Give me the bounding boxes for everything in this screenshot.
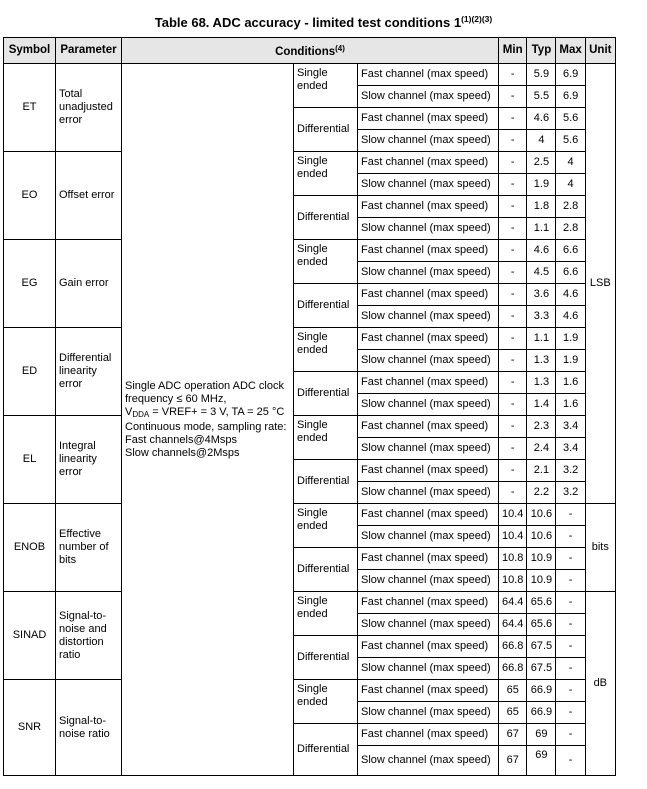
min-cell: 10.4 [499,504,527,526]
mode-single-ended-cell: Single ended [294,328,358,372]
condition-v-prefix: V [125,405,133,418]
condition-mode: Continuous mode, sampling rate: [125,420,287,433]
max-cell: - [556,614,585,636]
min-cell: 10.4 [499,526,527,548]
channel-fast-cell: Fast channel (max speed) [358,592,499,614]
channel-slow-cell: Slow channel (max speed) [358,130,499,152]
typ-cell: 4.6 [527,108,556,130]
condition-v-sub: DDA [132,409,150,419]
table-row [4,592,616,614]
min-cell: 66.8 [499,636,527,658]
typ-cell: 5.9 [527,64,556,86]
min-cell: - [499,86,527,108]
parameter-cell: Signal-to-noise ratio [56,680,122,776]
max-cell: 1.6 [556,372,585,394]
typ-cell: 5.5 [527,86,556,108]
symbol-cell: SINAD [4,592,56,680]
header-conditions [122,38,499,64]
channel-slow-cell: Slow channel (max speed) [358,526,499,548]
typ-cell: 10.6 [527,526,556,548]
min-cell: - [499,218,527,240]
min-cell: - [499,350,527,372]
symbol-cell: EO [4,152,56,240]
mode-differential-cell: Differential [294,636,358,680]
typ-cell: 69 [527,724,556,746]
min-cell: - [499,438,527,460]
table-row [4,152,616,174]
parameter-cell: Total unadjusted error [56,64,122,152]
min-cell: 64.4 [499,614,527,636]
header-symbol: Symbol [4,38,56,64]
header-conditions-note: (4) [335,44,345,53]
header-conditions-text: Conditions [275,46,336,58]
typ-cell: 2.5 [527,152,556,174]
min-cell: 65 [499,702,527,724]
typ-cell: 1.9 [527,174,556,196]
mode-single-ended-cell: Single ended [294,592,358,636]
channel-fast-cell: Fast channel (max speed) [358,504,499,526]
header-max: Max [556,38,585,64]
channel-fast-cell: Fast channel (max speed) [358,328,499,350]
parameter-cell: Integral linearity error [56,416,122,504]
table-row [4,504,616,526]
channel-fast-cell: Fast channel (max speed) [358,416,499,438]
max-cell: - [556,526,585,548]
typ-cell: 1.1 [527,328,556,350]
channel-slow-cell: Slow channel (max speed) [358,438,499,460]
max-cell: 6.6 [556,240,585,262]
condition-voltage [125,406,290,421]
min-cell: - [499,328,527,350]
mode-single-ended-cell: Single ended [294,152,358,196]
mode-single-ended-cell: Single ended [294,240,358,284]
min-cell: - [499,262,527,284]
max-cell: - [556,658,585,680]
parameter-cell: Differential linearity error [56,328,122,416]
max-cell: - [556,504,585,526]
typ-cell: 2.3 [527,416,556,438]
typ-cell: 67.5 [527,658,556,680]
mode-differential-cell: Differential [294,284,358,328]
parameter-cell: Offset error [56,152,122,240]
min-cell: - [499,174,527,196]
channel-fast-cell: Fast channel (max speed) [358,152,499,174]
table-row [4,64,616,86]
condition-v-suffix: = VREF+ = 3 V, TA = 25 °C [149,405,285,418]
min-cell: 10.8 [499,548,527,570]
channel-slow-cell: Slow channel (max speed) [358,658,499,680]
min-cell: - [499,240,527,262]
unit-cell: dB [585,592,615,776]
max-cell: - [556,680,585,702]
typ-cell: 10.9 [527,570,556,592]
mode-differential-cell: Differential [294,548,358,592]
min-cell: - [499,416,527,438]
channel-slow-cell: Slow channel (max speed) [358,306,499,328]
max-cell: 4 [556,152,585,174]
min-cell: - [499,306,527,328]
channel-slow-cell: Slow channel (max speed) [358,218,499,240]
min-cell: 67 [499,746,527,776]
typ-cell: 10.6 [527,504,556,526]
channel-fast-cell: Fast channel (max speed) [358,284,499,306]
mode-differential-cell: Differential [294,108,358,152]
max-cell: - [556,746,585,776]
max-cell: 1.9 [556,350,585,372]
channel-fast-cell: Fast channel (max speed) [358,196,499,218]
symbol-cell: ENOB [4,504,56,592]
channel-slow-cell: Slow channel (max speed) [358,86,499,108]
min-cell: - [499,460,527,482]
typ-cell: 69 [527,746,556,776]
typ-cell: 1.3 [527,372,556,394]
max-cell: - [556,570,585,592]
min-cell: - [499,152,527,174]
max-cell: 6.9 [556,86,585,108]
table-title-text: Table 68. ADC accuracy - limited test conditions 1 [154,15,462,30]
max-cell: 1.9 [556,328,585,350]
table-row [4,416,616,438]
min-cell: 64.4 [499,592,527,614]
min-cell: 67 [499,724,527,746]
header-row [4,38,616,64]
parameter-cell: Gain error [56,240,122,328]
min-cell: - [499,64,527,86]
max-cell: - [556,592,585,614]
parameter-cell: Effective number of bits [56,504,122,592]
table-row [4,240,616,262]
mode-single-ended-cell: Single ended [294,504,358,548]
channel-fast-cell: Fast channel (max speed) [358,724,499,746]
typ-cell: 1.8 [527,196,556,218]
channel-slow-cell: Slow channel (max speed) [358,702,499,724]
max-cell: 4.6 [556,284,585,306]
typ-cell: 3.3 [527,306,556,328]
parameter-cell: Signal-to-noise and distortion ratio [56,592,122,680]
mode-differential-cell: Differential [294,724,358,776]
min-cell: - [499,196,527,218]
max-cell: 6.9 [556,64,585,86]
channel-slow-cell: Slow channel (max speed) [358,570,499,592]
max-cell: 1.6 [556,394,585,416]
max-cell: - [556,724,585,746]
channel-fast-cell: Fast channel (max speed) [358,64,499,86]
channel-fast-cell: Fast channel (max speed) [358,548,499,570]
table-title [0,14,647,30]
min-cell: - [499,284,527,306]
max-cell: 6.6 [556,262,585,284]
min-cell: - [499,130,527,152]
max-cell: 3.4 [556,438,585,460]
channel-fast-cell: Fast channel (max speed) [358,460,499,482]
channel-fast-cell: Fast channel (max speed) [358,108,499,130]
mode-differential-cell: Differential [294,460,358,504]
typ-cell: 1.1 [527,218,556,240]
common-condition-cell [122,64,294,776]
min-cell: - [499,394,527,416]
typ-cell: 65.6 [527,592,556,614]
channel-slow-cell: Slow channel (max speed) [358,482,499,504]
typ-cell: 10.9 [527,548,556,570]
header-typ: Typ [527,38,556,64]
channel-slow-cell: Slow channel (max speed) [358,350,499,372]
typ-cell: 4.6 [527,240,556,262]
max-cell: 4 [556,174,585,196]
typ-cell: 66.9 [527,680,556,702]
min-cell: 65 [499,680,527,702]
mode-single-ended-cell: Single ended [294,64,358,108]
channel-slow-cell: Slow channel (max speed) [358,174,499,196]
condition-slow: Slow channels@2Msps [125,446,240,459]
typ-cell: 2.4 [527,438,556,460]
symbol-cell: ET [4,64,56,152]
typ-cell: 4 [527,130,556,152]
mode-differential-cell: Differential [294,372,358,416]
max-cell: 3.2 [556,460,585,482]
mode-differential-cell: Differential [294,196,358,240]
typ-cell: 3.6 [527,284,556,306]
unit-cell: LSB [585,64,615,504]
typ-cell: 1.4 [527,394,556,416]
table-row [4,328,616,350]
typ-cell: 2.2 [527,482,556,504]
condition-clock: Single ADC operation ADC clock frequency ≤ 60 MHz, [125,379,284,405]
header-parameter: Parameter [56,38,122,64]
channel-fast-cell: Fast channel (max speed) [358,636,499,658]
channel-slow-cell: Slow channel (max speed) [358,746,499,776]
channel-fast-cell: Fast channel (max speed) [358,240,499,262]
symbol-cell: ED [4,328,56,416]
symbol-cell: EL [4,416,56,504]
min-cell: 66.8 [499,658,527,680]
channel-slow-cell: Slow channel (max speed) [358,262,499,284]
channel-slow-cell: Slow channel (max speed) [358,614,499,636]
channel-slow-cell: Slow channel (max speed) [358,394,499,416]
max-cell: 3.2 [556,482,585,504]
max-cell: - [556,636,585,658]
unit-cell: bits [585,504,615,592]
condition-fast: Fast channels@4Msps [125,433,238,446]
symbol-cell: EG [4,240,56,328]
min-cell: - [499,108,527,130]
mode-single-ended-cell: Single ended [294,680,358,724]
typ-cell: 2.1 [527,460,556,482]
channel-fast-cell: Fast channel (max speed) [358,680,499,702]
header-min: Min [499,38,527,64]
min-cell: - [499,372,527,394]
header-unit: Unit [585,38,615,64]
typ-cell: 65.6 [527,614,556,636]
channel-fast-cell: Fast channel (max speed) [358,372,499,394]
max-cell: 5.6 [556,130,585,152]
typ-cell: 1.3 [527,350,556,372]
max-cell: - [556,548,585,570]
max-cell: - [556,702,585,724]
table-body [4,64,616,776]
max-cell: 2.8 [556,218,585,240]
mode-single-ended-cell: Single ended [294,416,358,460]
typ-cell: 4.5 [527,262,556,284]
table-row [4,680,616,702]
typ-cell: 66.9 [527,702,556,724]
adc-accuracy-table [3,37,616,776]
max-cell: 3.4 [556,416,585,438]
max-cell: 5.6 [556,108,585,130]
min-cell: 10.8 [499,570,527,592]
min-cell: - [499,482,527,504]
typ-cell: 67.5 [527,636,556,658]
title-footnote-refs: (1)(2)(3) [461,14,493,24]
symbol-cell: SNR [4,680,56,776]
max-cell: 2.8 [556,196,585,218]
max-cell: 4.6 [556,306,585,328]
